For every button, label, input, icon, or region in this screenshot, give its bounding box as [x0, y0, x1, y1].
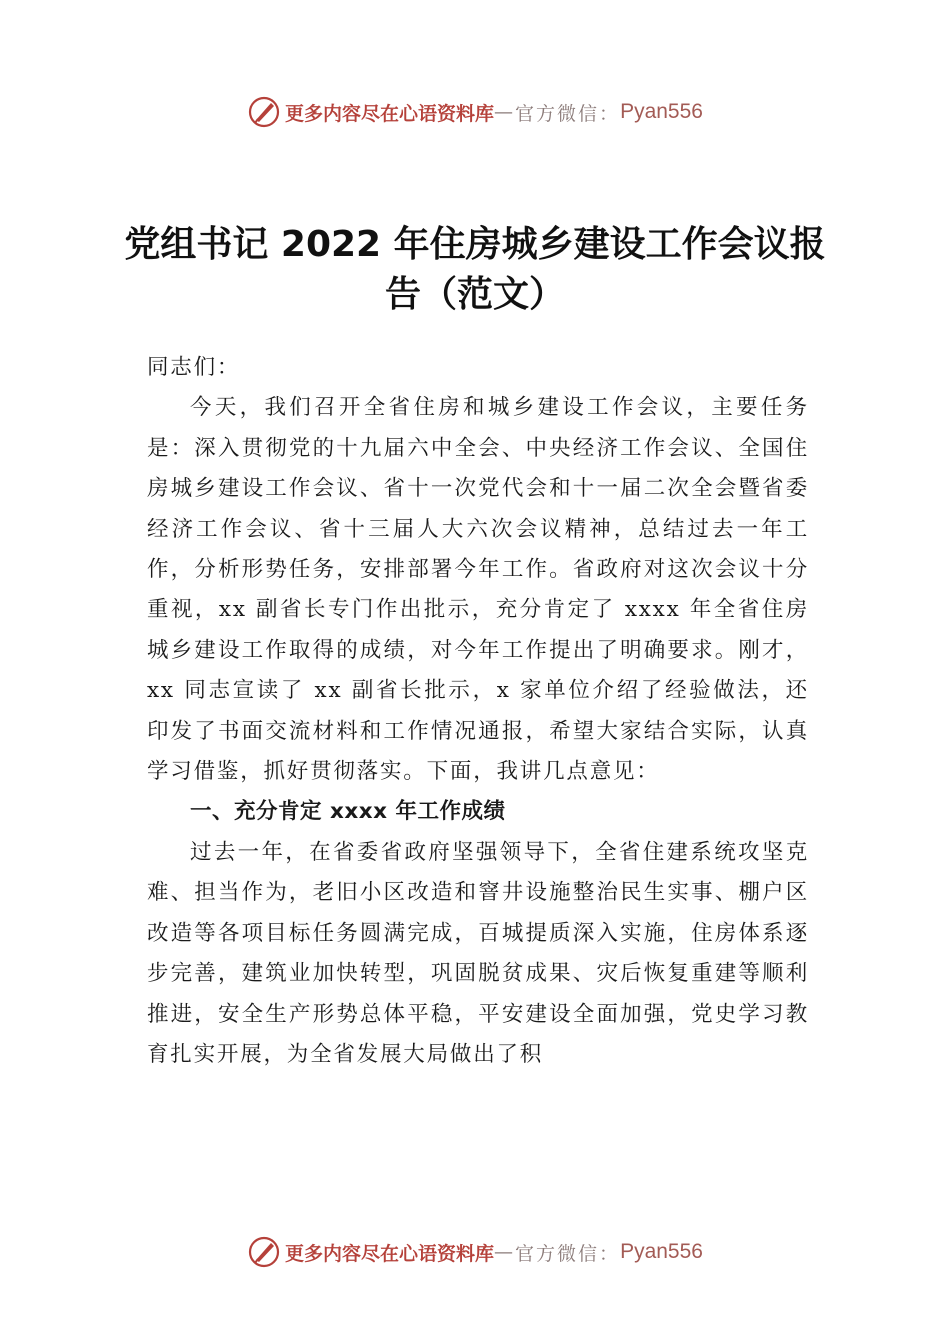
- document-title: [0, 220, 950, 320]
- header-watermark: [0, 92, 950, 132]
- watermark-dash: —: [494, 101, 516, 123]
- document-body: [147, 348, 809, 1075]
- watermark-brand: 更多内容尽在心语资料库: [285, 1242, 495, 1265]
- title-line-2: 告（范文）: [384, 274, 565, 315]
- watermark-wechat-label: 官方微信：: [515, 1242, 621, 1265]
- paragraph-intro: 今天，我们召开全省住房和城乡建设工作会议，主要任务是：深入贯彻党的十九届六中全会、中央经济工作会议、全国住房城乡建设工作会议、省十一次党代会和十一届二次全会暨省委经济工作会议、省十三届人大六次会议精神，总结过去一年工作，分析形势任务，安排部署今年工作。省政府对这次会议十分重视，xx 副省长专门作出批示，充分肯定了 xxxx 年全省住房城乡建设工作取得的成绩，对今年工作提出了明确要求。刚才，xx 同志宣读了 xx 副省长批示，x 家单位介绍了经验做法，还印发了书面交流材料和工作情况通报，希望大家结合实际，认真学习借鉴，抓好贯彻落实。下面，我讲几点意见：: [147, 395, 809, 785]
- watermark-dash: —: [494, 1241, 516, 1263]
- title-line-1: 党组书记 2022 年住房城乡建设工作会议报: [124, 224, 826, 265]
- footer-watermark: [0, 1232, 950, 1272]
- salutation: 同志们：: [147, 355, 241, 380]
- section-heading-1: 一、充分肯定 xxxx 年工作成绩: [190, 799, 506, 825]
- watermark-wechat-label: 官方微信：: [515, 102, 621, 125]
- paragraph-achievements: 过去一年，在省委省政府坚强领导下，全省住建系统攻坚克难、担当作为，老旧小区改造和窨井设施整治民生实事、棚户区改造等各项目标任务圆满完成，百城提质深入实施，住房体系逐步完善，建筑业加快转型，巩固脱贫成果、灾后恢复重建等顺利推进，安全生产形势总体平稳，平安建设全面加强，党史学习教育扎实开展，为全省发展大局做出了积: [147, 839, 809, 1067]
- quill-logo-icon: [247, 95, 281, 129]
- watermark-brand: 更多内容尽在心语资料库: [285, 102, 495, 125]
- watermark-wechat-id: Pyan556: [620, 100, 703, 123]
- quill-logo-icon: [247, 1235, 281, 1269]
- watermark-wechat-id: Pyan556: [620, 1240, 703, 1263]
